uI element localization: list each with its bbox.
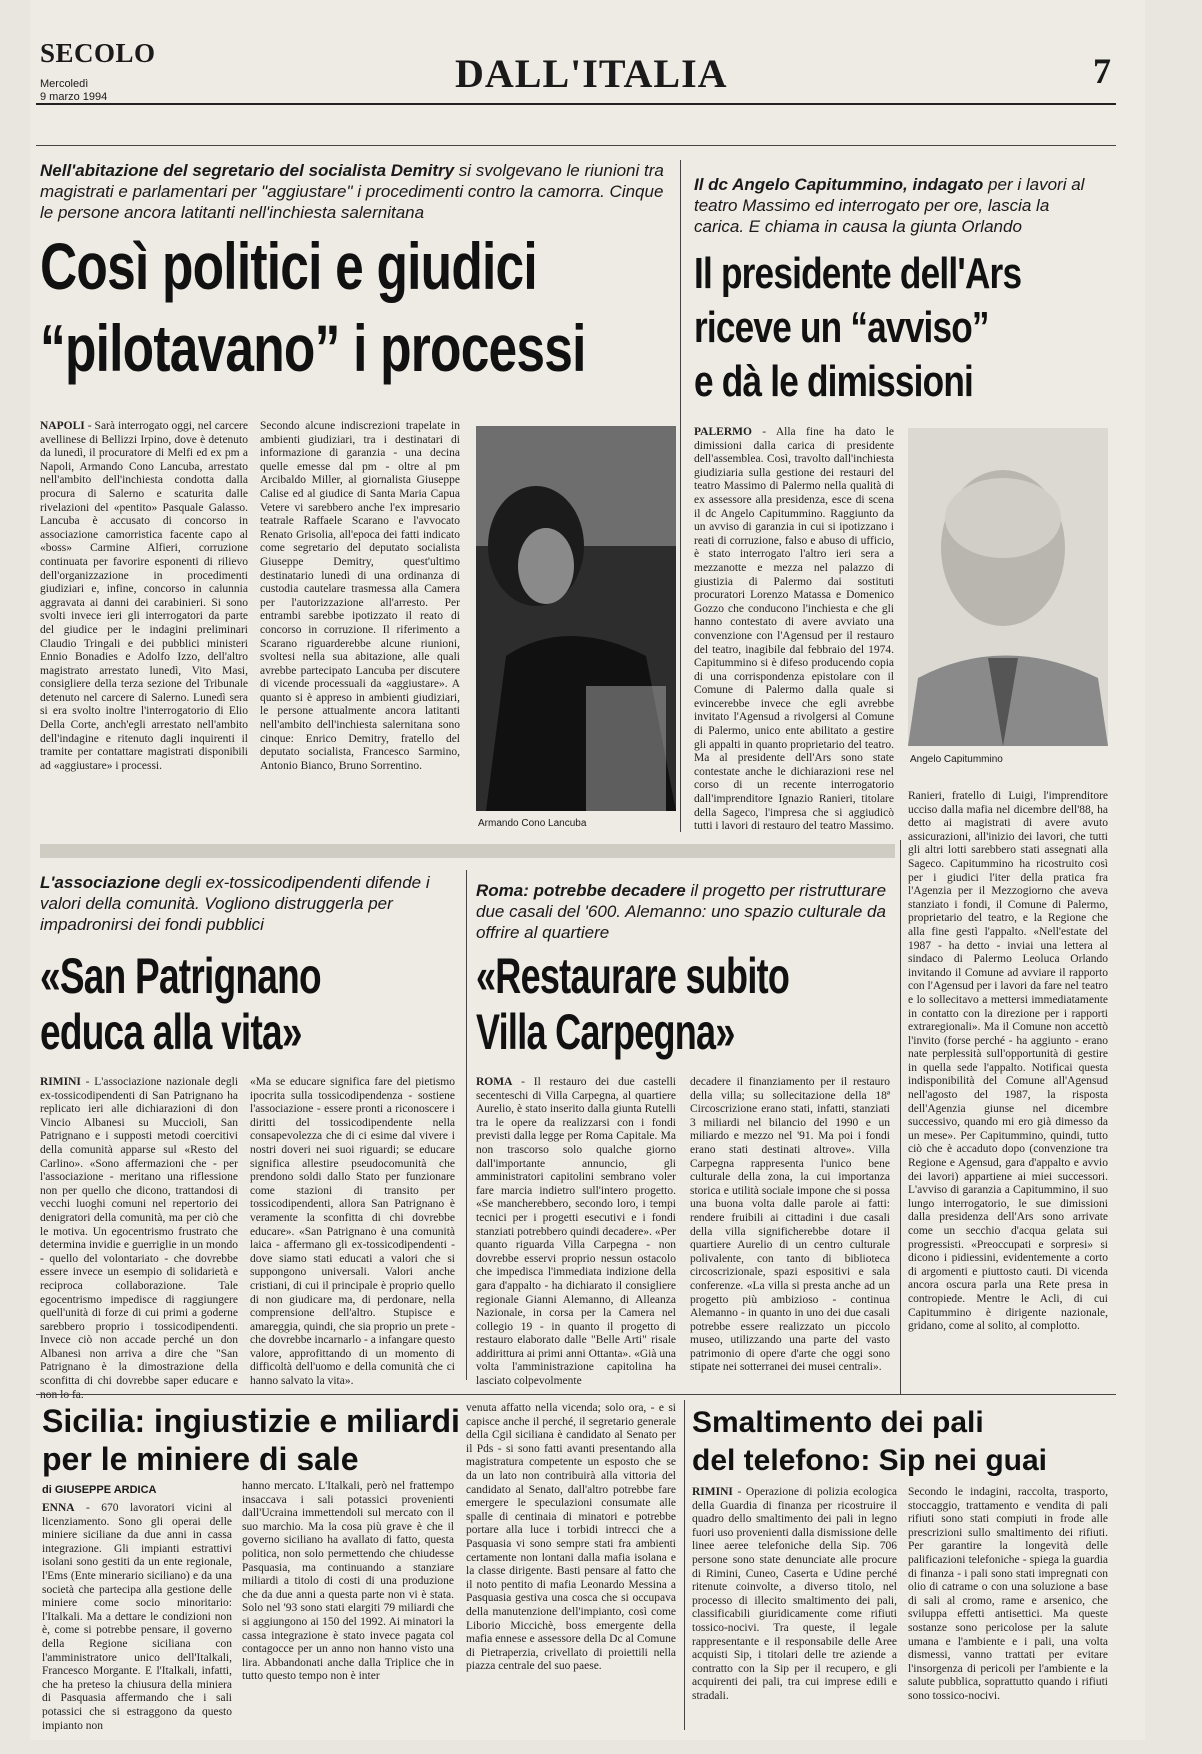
article4-headline-line1: «Restaurare subito <box>476 948 790 1004</box>
column-divider <box>684 1400 685 1730</box>
article2-headline-line2: riceve un “avviso” <box>694 303 989 352</box>
article3-kicker-bold: L'associazione <box>40 873 161 892</box>
article2-photo <box>908 428 1108 746</box>
article2-kicker-text: per i lavori al teatro Massimo ed interrogato per ore, lascia la carica. E chiama in causa la giunta Orlando <box>694 175 1085 236</box>
article2-kicker <box>694 174 1094 237</box>
article3-kicker-text: degli ex-tossicodipendenti difende i valori della comunità. Vogliono distruggerla per impadronirsi dei fondi pubblici <box>40 873 430 934</box>
masthead-date-text: 9 marzo 1994 <box>40 91 108 103</box>
article1-column1 <box>40 420 248 832</box>
article2-text-col1: - Alla fine ha dato le dimissioni dalla carica di presidente dell'assemblea. Così, travolto dall'inchiesta giudiziaria sulla gestione dei restauri del teatro Massimo di Palermo nella qualità di ex assessore alla presidenza, esce di scena il dc Angelo Capitummino. Raggiunto da un avviso di garanzia in cui si ipotizzano i reati di corruzione, falso e abuso di ufficio, è stato interrogato l'altro ieri sera a mezzanotte e mezza nel palazzo di giustizia di Palermo dai sostituti procuratori Lorenzo Matassa e Domenico Gozzo che conducono l'inchiesta e che gli hanno contestato di avere avviato una convenzione con l'Agensud per il restauro del teatro, inagibile dal febbraio del 1974. Capitummino si è difeso producendo copia di una corrispondenza epistolare con il Comune di Palermo dalla quale si evincerebbe invece che egli avrebbe invitato l'Agensud a rivolgersi al Comune di Palermo, unico ente abilitato a gestire gli appalti in quanto proprietario del teatro. Ma al presidente dell'Ars sono state contestate anche le dichiarazioni rese nel corso di un recente interrogatorio dall'imprenditore Ignazio Ranieri, titolare della Sageco, l'impresa che si aggiudicò tutti i lavori di restauro del teatro Massimo. <box>694 426 894 833</box>
bottom-section-rule <box>36 1394 1116 1395</box>
article5-headline-line2: per le miniere di sale <box>42 1441 359 1477</box>
article6-column1 <box>692 1486 897 1728</box>
portrait-image <box>476 426 676 811</box>
article1-kicker <box>40 160 670 223</box>
article1-photo-caption: Armando Cono Lancuba <box>478 818 587 829</box>
article3-dateline: RIMINI <box>40 1076 81 1088</box>
masthead-date <box>40 78 107 104</box>
article1-dateline: NAPOLI <box>40 420 85 432</box>
article5-text-col1: - 670 lavoratori vicini al licenziamento. Sono gli operai delle miniere siciliane da due anni in cassa integrazione. Gli impianti estrattivi isolani sono gestiti da un ente regionale, l'Ems (Ente minerario siciliano) e da una società che partecipa alla gestione delle miniere come socio minoritario: l'Italkali. Ma a dettare le condizioni non è, come si potrebbe pensare, il governo della Regione siciliana con l'amministratore unico dell'Italkali, Francesco Morgante. E l'Italkali, infatti, che ha preteso la chiusura della miniera di Pasquasia affermando che i sali potassici che si estraggono da questo impianto non <box>42 1502 233 1732</box>
article1-text-col2: Secondo alcune indiscrezioni trapelate in ambienti giudiziari, tra i destinatari di informazione di garanzia - una decina quelle emesse dal pm - oltre al pm Arcibaldo Miller, al giornalista Giuseppe Calise ed al giudice di Santa Maria Capua Vetere vi sarebbero anche l'ex impresario teatrale Raffaele Scarano e l'avvocato Renato Grisolia, all'epoca dei fatti indicato come segretario del deputato socialista Giuseppe Demitry, quest'ultimo destinatario lunedì di una ordinanza di custodia cautelare trasmessa alla Camera per l'autorizzazione all'arresto. Per entrambi sarebbe ipotizzato il reato di concorso in corruzione. Il riferimento a Scarano riguarderebbe alcune riunioni, svoltesi nella sua abitazione, alle quali avrebbe partecipato Lancuba per discutere di vicende processuali da «aggiustare». A quanto si è appreso in ambienti giudiziari, le persone attualmente ancora latitanti nell'ambito dell'inchiesta salernitana sono cinque: Enrico Demitry, fratello del deputato socialista, Francesco Sarmino, Antonio Bianco, Bruno Sorrentino. <box>260 420 460 772</box>
article5-text-col2: hanno mercato. L'Italkali, però nel frattempo insaccava i sali potassici provenienti dall'Ucraina immettendoli sul mercato con il suo marchio. Ma la cosa più grave è che il governo siciliano ha avallato di fatto, questa politica, non solo permettendo che chiudesse Pasquasia, ma continuando a stanziare miliardi a titolo di costi di una produzione che da due anni a questa parte non vi è stata. Solo nel '93 sono stati elargiti 79 miliardi che si aggiungono ai 150 del 1992. Ai minatori la cassa integrazione è stato invece pagata col contagocce per un anno non hanno visto una lira. Abbandonati anche dalla Triplice che in tutto questo tempo non è inter <box>242 1480 454 1683</box>
article4-kicker-text: il progetto per ristrutturare due casali del '600. Alemanno: uno spazio culturale da offrire al quartiere <box>476 881 887 942</box>
page-number: 7 <box>1093 51 1111 91</box>
article3-text-col2: «Ma se educare significa fare del pietismo ipocrita sulla tossicodipendenza - sostiene l'associazione - essere pronti a riconoscere i diritti del tossicodipendente nella consapevolezza che di ci esime dal vivere i nostri doveri nei suoi riguardi; se educare significa allestire pseudocomunità che prendono soldi dallo Stato per funzionare come stazioni di transito per tossicodipendenti, allora San Patrignano è veramente la sconfitta di chi dovrebbe educare». «San Patrignano è una comunità laica - affermano gli ex-tossicodipendenti - dove siamo stati educati a valori che si suppongono universali. Valori anche cristiani, di cui il principale è proprio quello di non giudicare ma, di perdonare, nella comprensione dell'altro. Stupisce e amareggia, quindi, che sia proprio un prete - che dovrebbe incarnarlo - a infangare questo valore, approfittando di un momento di difficoltà dell'uomo e della comunità che ci hanno salvato la vita». <box>250 1076 455 1388</box>
article4-column2 <box>690 1076 890 1381</box>
article5-byline: di GIUSEPPE ARDICA <box>42 1484 157 1496</box>
article4-kicker <box>476 880 896 943</box>
article2-kicker-bold: Il dc Angelo Capitummino, indagato <box>694 175 984 194</box>
article5-dateline: ENNA <box>42 1502 75 1514</box>
masthead-weekday: Mercoledì <box>40 78 89 90</box>
section-title: DALL'ITALIA <box>455 51 728 96</box>
article5-column3 <box>466 1402 676 1728</box>
column-divider <box>900 840 901 1395</box>
article1-kicker-bold: Nell'abitazione del segretario del socialista Demitry <box>40 161 455 180</box>
top-frame-rule <box>36 145 1116 146</box>
article3-kicker <box>40 872 460 935</box>
article6-headline-line1: Smaltimento dei pali <box>692 1406 984 1439</box>
article4-headline-line2: Villa Carpegna» <box>476 1004 735 1060</box>
masthead-rule <box>36 103 1116 105</box>
column-divider <box>466 870 467 1380</box>
article4-dateline: ROMA <box>476 1076 513 1088</box>
article6-column2 <box>908 1486 1108 1728</box>
article5-column1 <box>42 1502 233 1732</box>
article5-text-col3: venuta affatto nella vicenda; solo ora, - e si capisce anche il perché, il segretario generale della Cgil siciliana è candidato al Senato per il Pds - si sono fatti avanti presentando alla magistratura competente un esposto che se da un lato non contribuirà alla vittoria del candidato al Senato, dall'altro potrebbe fare emergere le speculazioni consumate alle spalle di centinaia di minatori e potrebbe portare alla luce i torbidi intrecci che a Pasquasia vi sono sempre stati fra ambienti certamente non lontani dalla mafia isolana e la classe dirigente. Basti pensare al fatto che il noto pentito di mafia Leonardo Messina a Pasquasia gestiva una cosca che si occupava della manutenzione dell'impianto, così come Liborio Miccichè, boss emergente della mafia ennese e assessore della Dc al Comune di Pietraperzia, crivellato di proiettili nella piazza centrale del suo paese. <box>466 1402 676 1673</box>
column-divider <box>680 160 681 832</box>
article1-column2 <box>260 420 460 832</box>
article4-text-col1: - Il restauro dei due castelli secenteschi di Villa Carpegna, al quartiere Aurelio, è stato inserito dalla giunta Rutelli tra le opere da realizzarsi con i fondi previsti dalla legge per Roma Capitale. Ma non trascorso solo qualche giorno dall'importante annuncio, gli amministratori capitolini sembrano voler fare marcia indietro sull'intero progetto. «Se mancherebbero, secondo loro, i tempi tecnici per i progetti esecutivi e i fondi stanziati potrebbero quindi decadere». «Per quanto riguarda Villa Carpegna - non dovrebbe esservi proprio nessun ostacolo che impedisca l'immediata indizione della gara d'appalto - ha dichiarato il consigliere regionale Gianni Alemanno, di Alleanza Nazionale, in corsa per la Camera nel collegio 19 - in quanto il progetto di restauro elaborato dalle "Belle Arti" risale addirittura ai primi anni Ottanta». «Già una volta l'amministrazione capitolina ha lasciato colpevolmente <box>476 1076 676 1388</box>
masthead-logo: SECOLO <box>40 38 156 68</box>
article4-column1 <box>476 1076 676 1388</box>
article1-kicker-text: si svolgevano le riunioni tra magistrati e parlamentari per "aggiustare" i procedimenti contro la camorra. Cinque le persone ancora latitanti nell'inchiesta salernitana <box>40 161 664 222</box>
article6-text-col1: - Operazione di polizia ecologica della Guardia di finanza per ricostruire il quadro dello smaltimento dei pali in legno fuori uso provenienti dalla dismissione delle linee aeree telefoniche della Sip. 706 persone sono state denunciate alle procure di Rimini, Cuneo, Caserta e Udine perché ritenute coinvolte, a diverso titolo, nel processo di illecito smaltimento dei pali, classificabili giuridicamente come rifiuti tossico-nocivi. Tra queste, il legale rappresentante e il responsabile delle Aree acquisti Sip, i titolari delle tre aziende a contratto con la Sip per il recupero, e gli acquirenti dei pali, tra cui imprese edili e stradali. <box>692 1486 898 1702</box>
article2-photo-caption: Angelo Capitummino <box>910 754 1003 765</box>
article6-text-col2: Secondo le indagini, raccolta, trasporto, stoccaggio, trattamento e vendita di pali rifiuti sono stati compiuti in frode alle prescrizioni sullo smaltimento dei rifiuti. Per garantire la longevità delle palificazioni telefoniche - spiega la guardia di finanza - i pali sono stati impregnati con olio di catrame o con una soluzione a base di sali al cromo, rame e arsenico, che sviluppa effetti antisettici. Ma queste sostanze sono pericolose per la salute umana e l'ambiente e i pali, una volta dismessi, vanno trattati per evitare l'insorgenza di pericoli per l'ambiente e la salute pubblica, soprattutto quando i rifiuti sono tossico-nocivi. <box>908 1486 1108 1702</box>
article1-headline-line1: Così politici e giudici <box>40 229 537 303</box>
article3-headline-line2: educa alla vita» <box>40 1004 302 1060</box>
article1-text-col1: - Sarà interrogato oggi, nel carcere avellinese di Bellizzi Irpino, dove è detenuto da lunedì, il procuratore di Melfi ed ex pm a Napoli, Armando Cono Lancuba, arrestato nell'ambito dell'inchiesta condotta dalla procura di Salerno e scaturita dalle rivelazioni del «pentito» Pasquale Galasso. Lancuba è accusato di concorso in associazione camorristica facente capo al «boss» Carmine Alfieri, corruzione continuata per favorire esponenti di rilievo dell'organizzazione in procedimenti giudiziari e, infine, concorso in calunnia aggravata ai danni dei carabinieri. Si sono svolti invece ieri gli interrogatori da parte del giudice per le indagini preliminari Claudio Tringali e dei pubblici ministeri Ennio Bonadies e Adolfo Izzo, dell'altro magistrato arrestato lunedì, Vito Masi, consigliere della terza sezione del Tribunale detenuto nel carcere di Salerno. Lunedì sera si era svolto inoltre l'interrogatorio di Elio Della Corte, anch'egli arrestato nell'ambito dell'indagine e ritenuto dagli inquirenti il tramite per contattare magistrati disponibili ad «aggiustare» i processi. <box>40 420 248 772</box>
article1-headline-line2: “pilotavano” i processi <box>40 311 586 385</box>
article3-headline-line1: «San Patrignano <box>40 948 321 1004</box>
article2-text-col2: Ranieri, fratello di Luigi, l'imprenditore ucciso dalla mafia nel dicembre dell'88, ha detto ai magistrati di avere avuto assicurazioni, all'inizio dei lavori, che tutti gli altri lotti sarebbero stati assegnati alla Sageco. Capitummino ha ricostruito così per i giudici l'iter della pratica fra l'Agenzia per il Mezzogiorno che aveva stanziato i fondi, il Comune di Palermo, proprietario del teatro, e la Regione che alla fine gestì l'appalto. «Nell'estate del 1987 - ha detto - inviai una lettera al sindaco di Palermo Leoluca Orlando invitando il Comune ad avviare il rapporto con l'Agensud per i lavori da fare nel teatro e lo sollecitavo a mettersi immediatamente in contatto con la direzione per i rapporti extraregionali». Ma il Comune non accettò l'invito (forse perché - ha aggiunto - erano nate perplessità sull'opportunità di gestire in quella sede l'appalto. Notificai questa indisponibilità del Comune all'Agensud nell'agosto del 1987, la risposta dell'Agenzia giunse nel dicembre successivo, quando mi ero già dimesso da un mese». Per Capitummino, quindi, tutto ciò che è accaduto dopo (convenzione tra Regione e Agensud, gara d'appalto e avvio dei lavori) appartiene ai miei successori. L'avviso di garanzia a Capitummino, il suo lungo interrogatorio, le sue dimissioni dalla presidenza dell'Ars sono arrivate come un secchio d'acqua gelata sui progressisti. «Preoccupati e sorpresi» si dicono i pidiessini, evidentemente a corto di argomenti e piuttosto cauti. Di vicenda ancora oscura parla una Rete presa in contropiede. Mentre le Acli, di cui Capitummino è dirigente nazionale, gridano, come al solito, al complotto. <box>908 790 1108 1333</box>
article4-text-col2: decadere il finanziamento per il restauro della villa; su sollecitazione della 18ª Circoscrizione erano stati, infatti, stanziati 3 miliardi nel bilancio del 1990 e un miliardo e mezzo nel '91. Ma poi i fondi erano stati destinati altrove». Villa Carpegna rappresenta l'unico bene culturale della zona, la cui importanza storica e utilità sociale impone che si possa una buona volta dalle parole ai fatti: rendere fruibili ai cittadini i due casali della villa significherebbe dotare il quartiere Aurelio di un centro culturale polivalente, con tanto di biblioteca circoscrizionale, spazi espositivi e sala conferenze. «La villa si presta anche ad un progetto più ambizioso - continua Alemanno - in quanto in uno dei due casali potrebbe essere realizzato un piccolo museo, utilizzando una parte del vasto patrimonio di opere d'arte che oggi sono stipate nei sotterranei dei musei centrali». <box>690 1076 890 1374</box>
article3-column1 <box>40 1076 239 1388</box>
article2-column2 <box>908 790 1108 1390</box>
article2-headline-line3: e dà le dimissioni <box>694 357 974 406</box>
article6-dateline: RIMINI <box>692 1486 733 1498</box>
article2-column1 <box>694 426 894 834</box>
article3-column2 <box>250 1076 455 1388</box>
article5-column2 <box>242 1480 454 1728</box>
article2-headline-line1: Il presidente dell'Ars <box>694 249 1022 298</box>
article2-dateline: PALERMO <box>694 426 752 438</box>
article6-headline-line2: del telefono: Sip nei guai <box>692 1444 1048 1477</box>
article5-headline-line1: Sicilia: ingiustizie e miliardi <box>42 1403 460 1439</box>
article4-kicker-bold: Roma: potrebbe decadere <box>476 881 686 900</box>
portrait-image <box>908 428 1108 746</box>
article3-text-col1: - L'associazione nazionale degli ex-tossicodipendenti di San Patrignano ha replicato ieri alle dichiarazioni di don Vincio Albanesi su Muccioli, San Patrignano e i supposti metodi coercitivi della comunità apparse sul «Resto del Carlino». «Sono affermazioni che - per l'associazione - meritano una riflessione non per quello che dicono, trattandosi di vecchi luoghi comuni nel repertorio dei denigratori della comunità, ma per ciò che le motiva. Un egocentrismo frustrato che determina invidie e guerriglie in un mondo - quello del volontariato - che dovrebbe essere invece un esempio di solidarietà e reciproca collaborazione. Tale egocentrismo impedisce di raggiungere quell'unità di forze di cui primi a goderne sarebbero proprio i tossicodipendenti. Invece ciò non accade perché un don Albanesi non arriva a dire che "San Patrignano è la dimostrazione della sconfitta di chi dovrebbe saper educare e <box>40 1076 239 1388</box>
article1-photo <box>476 426 676 811</box>
section-separator-band <box>40 844 895 858</box>
